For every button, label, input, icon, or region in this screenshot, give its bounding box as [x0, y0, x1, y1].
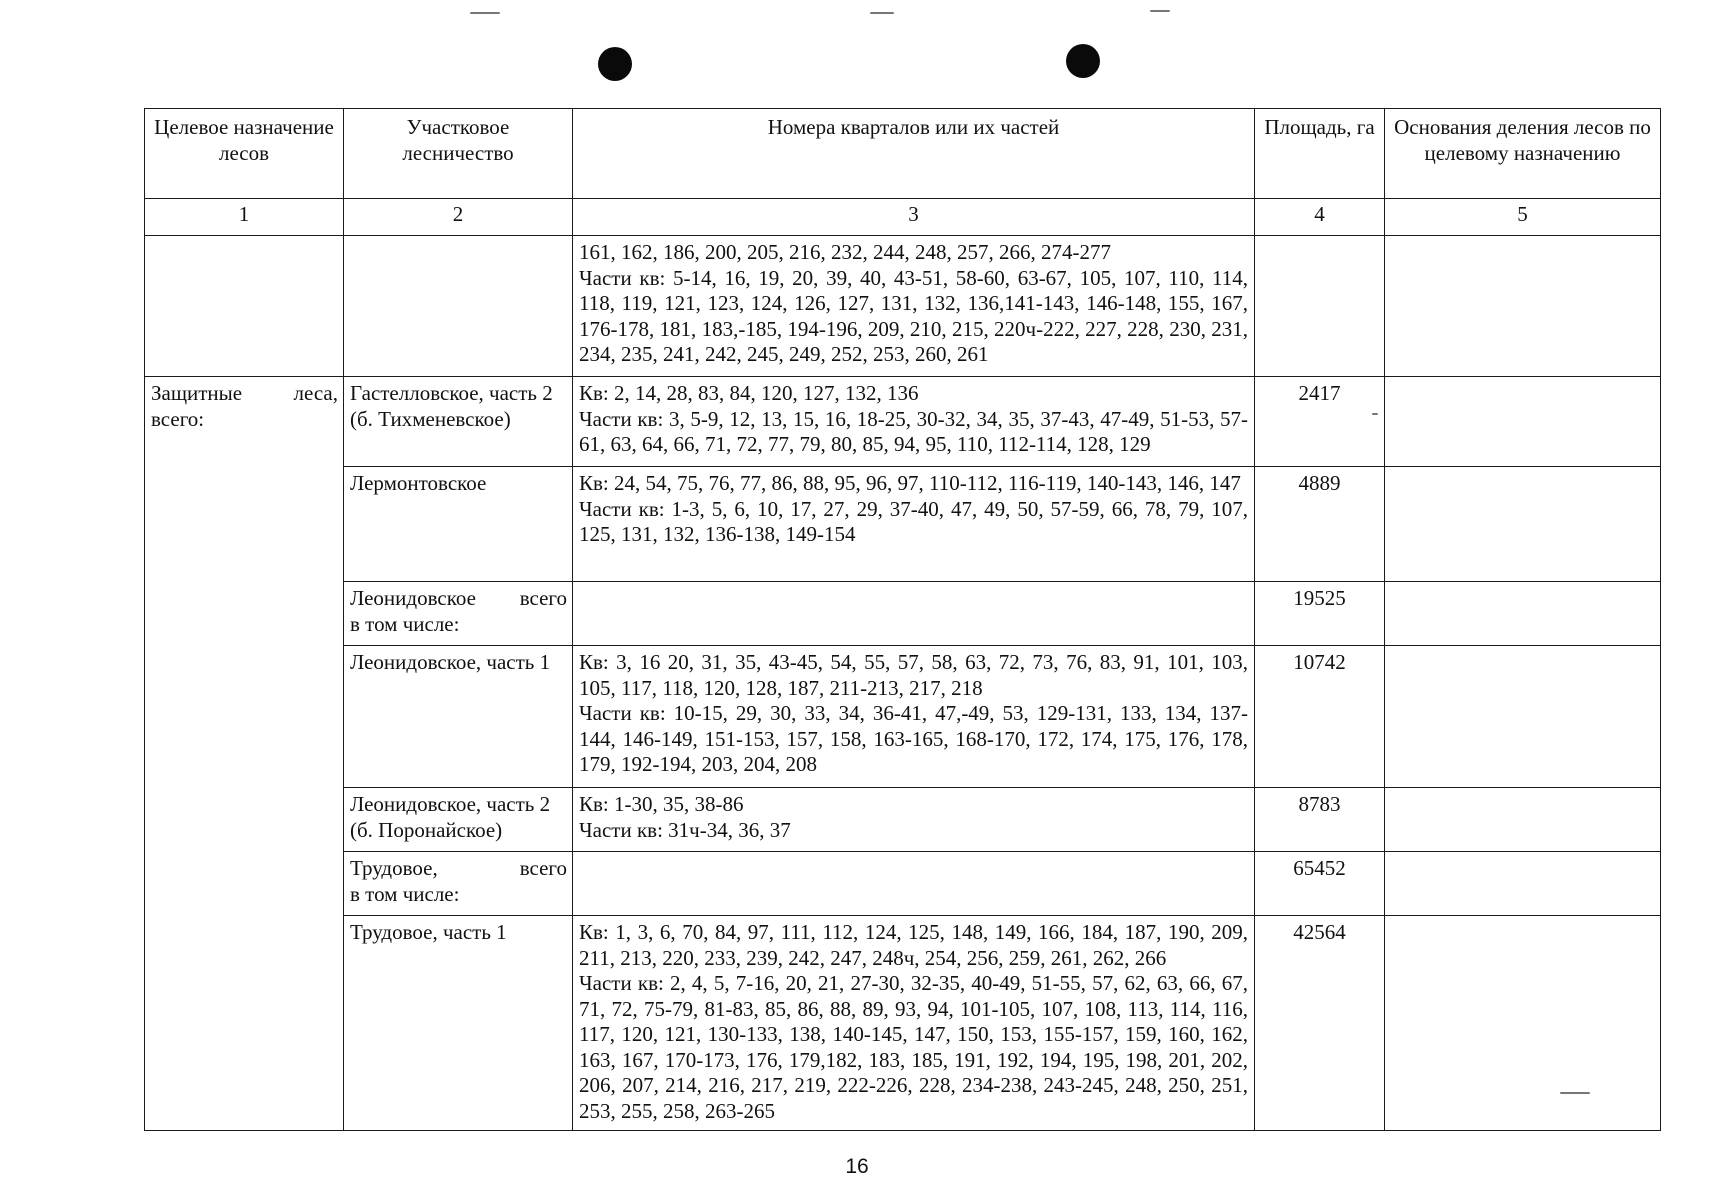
- quarters-line: Кв: 1-30, 35, 38-86: [579, 792, 744, 816]
- basis-cell: [1385, 852, 1661, 916]
- basis-cell: [1385, 582, 1661, 646]
- column-number-row: [145, 199, 1661, 236]
- area-cell: 8783: [1255, 788, 1385, 852]
- quarters-line: Кв: 1, 3, 6, 70, 84, 97, 111, 112, 124, 125, 148, 149, 166, 184, 187, 190, 209, 211, 213, 220, 233, 239, 242, 247, 248ч, 254, 256, 259, 261, 262, 266: [579, 920, 1248, 970]
- purpose-cell-protective: [145, 377, 344, 1131]
- header-district: Участковое лесничество: [344, 109, 573, 199]
- table-row: [145, 467, 1661, 582]
- quarters-cell: [573, 377, 1255, 467]
- table-row: [145, 916, 1661, 1131]
- table-row: [145, 582, 1661, 646]
- scan-speck: [870, 12, 894, 14]
- column-number: 2: [344, 199, 573, 236]
- table-row: [145, 788, 1661, 852]
- district-including-label: в том числе:: [350, 881, 460, 906]
- quarters-cell: [573, 916, 1255, 1131]
- area-cell: 65452: [1255, 852, 1385, 916]
- quarters-cell: [573, 646, 1255, 788]
- basis-cell: [1385, 236, 1661, 377]
- quarters-line: Кв: 3, 16 20, 31, 35, 43-45, 54, 55, 57, 58, 63, 72, 73, 76, 83, 91, 101, 103, 105, 117, 118, 120, 128, 187, 211-213, 217, 218: [579, 650, 1248, 700]
- punch-hole-right: [1066, 44, 1100, 78]
- quarters-cell: [573, 236, 1255, 377]
- forest-purpose-table: [144, 108, 1661, 1131]
- table-row: [145, 646, 1661, 788]
- purpose-label-a: Защитные: [151, 381, 243, 405]
- column-number: 3: [573, 199, 1255, 236]
- header-quarters: Номера кварталов или их частей: [573, 109, 1255, 199]
- punch-hole-left: [598, 47, 632, 81]
- area-cell: 42564: [1255, 916, 1385, 1131]
- district-cell: [344, 852, 573, 916]
- district-cell: Лермонтовское: [344, 467, 573, 582]
- quarters-cell: [573, 467, 1255, 582]
- area-cell: [1255, 236, 1385, 377]
- area-cell: 2417: [1255, 377, 1385, 467]
- table-row: [145, 852, 1661, 916]
- column-number: 1: [145, 199, 344, 236]
- basis-cell: [1385, 916, 1661, 1131]
- quarters-parts-line: Части кв: 3, 5-9, 12, 13, 15, 16, 18-25, 30-32, 34, 35, 37-43, 47-49, 51-53, 57-61, 63, 64, 66, 71, 72, 77, 79, 80, 85, 94, 95, 110, 112-114, 128, 129: [579, 406, 1248, 456]
- area-cell: 19525: [1255, 582, 1385, 646]
- district-cell: [344, 236, 573, 377]
- quarters-parts-line: Части кв: 2, 4, 5, 7-16, 20, 21, 27-30, 32-35, 40-49, 51-55, 57, 62, 63, 66, 67, 71, 72, 75-79, 81-83, 85, 86, 88, 89, 93, 94, 101-105, 107, 108, 113, 114, 116, 117, 120, 121, 130-133, 138, 140-145, 147, 150, 153, 155-157, 159, 160, 162, 163, 167, 170-173, 176, 179,182, 183, 185, 191, 192, 194, 195, 198, 201, 202, 206, 207, 214, 216, 217, 219, 222-226, 228, 234-238, 243-245, 248, 250, 251, 253, 255, 258, 263-265: [579, 971, 1248, 1123]
- quarters-line: 161, 162, 186, 200, 205, 216, 232, 244, 248, 257, 266, 274-277: [579, 240, 1111, 264]
- district-cell: Леонидовское, часть 2 (б. Поронайское): [344, 788, 573, 852]
- table-row: [145, 377, 1661, 467]
- scan-speck: [1150, 10, 1170, 12]
- basis-cell: [1385, 377, 1661, 467]
- district-total-label: всего: [519, 856, 567, 880]
- quarters-parts-line: Части кв: 1-3, 5, 6, 10, 17, 27, 29, 37-40, 47, 49, 50, 57-59, 66, 78, 79, 107, 125, 131, 132, 136-138, 149-154: [579, 496, 1248, 546]
- header-basis: Основания деления лесов по целевому назначению: [1385, 109, 1661, 199]
- area-cell: 10742: [1255, 646, 1385, 788]
- district-cell: Гастелловское, часть 2 (б. Тихменевское): [344, 377, 573, 467]
- district-name: Трудовое,: [350, 856, 438, 880]
- column-number: 5: [1385, 199, 1661, 236]
- district-cell: [344, 582, 573, 646]
- quarters-line: Кв: 2, 14, 28, 83, 84, 120, 127, 132, 136: [579, 381, 919, 405]
- table-row: [145, 236, 1661, 377]
- basis-cell: [1385, 467, 1661, 582]
- area-cell: 4889: [1255, 467, 1385, 582]
- column-number: 4: [1255, 199, 1385, 236]
- scan-speck: [470, 12, 500, 14]
- quarters-parts-line: Части кв: 5-14, 16, 19, 20, 39, 40, 43-51, 58-60, 63-67, 105, 107, 110, 114, 118, 119, 121, 123, 124, 126, 127, 131, 132, 136,141-143, 146-148, 155, 167, 176-178, 181, 183,-185, 194-196, 209, 210, 215, 220ч-222, 227, 228, 230, 231, 234, 235, 241, 242, 245, 249, 252, 253, 260, 261: [579, 265, 1248, 366]
- quarters-parts-line: Части кв: 31ч-34, 36, 37: [579, 817, 791, 842]
- quarters-cell: [573, 582, 1255, 646]
- quarters-parts-line: Части кв: 10-15, 29, 30, 33, 34, 36-41, 47,-49, 53, 129-131, 133, 134, 137-144, 146-149, 151-153, 157, 158, 163-165, 168-170, 172, 174, 175, 176, 178, 179, 192-194, 203, 204, 208: [579, 701, 1248, 776]
- district-cell: Трудовое, часть 1: [344, 916, 573, 1131]
- purpose-cell: [145, 236, 344, 377]
- district-total-label: всего: [519, 586, 567, 610]
- basis-cell: [1385, 788, 1661, 852]
- purpose-label-c: всего:: [151, 406, 205, 431]
- table-header-row: [145, 109, 1661, 199]
- district-including-label: в том числе:: [350, 611, 460, 636]
- header-area: Площадь, га: [1255, 109, 1385, 199]
- district-name: Леонидовское: [350, 586, 476, 610]
- page-number: 16: [845, 1155, 869, 1178]
- quarters-line: Кв: 24, 54, 75, 76, 77, 86, 88, 95, 96, 97, 110-112, 116-119, 140-143, 146, 147: [579, 471, 1241, 495]
- header-purpose: Целевое назначение лесов: [145, 109, 344, 199]
- purpose-label-b: леса,: [293, 381, 338, 405]
- quarters-cell: [573, 852, 1255, 916]
- basis-cell: [1385, 646, 1661, 788]
- quarters-cell: [573, 788, 1255, 852]
- district-cell: Леонидовское, часть 1: [344, 646, 573, 788]
